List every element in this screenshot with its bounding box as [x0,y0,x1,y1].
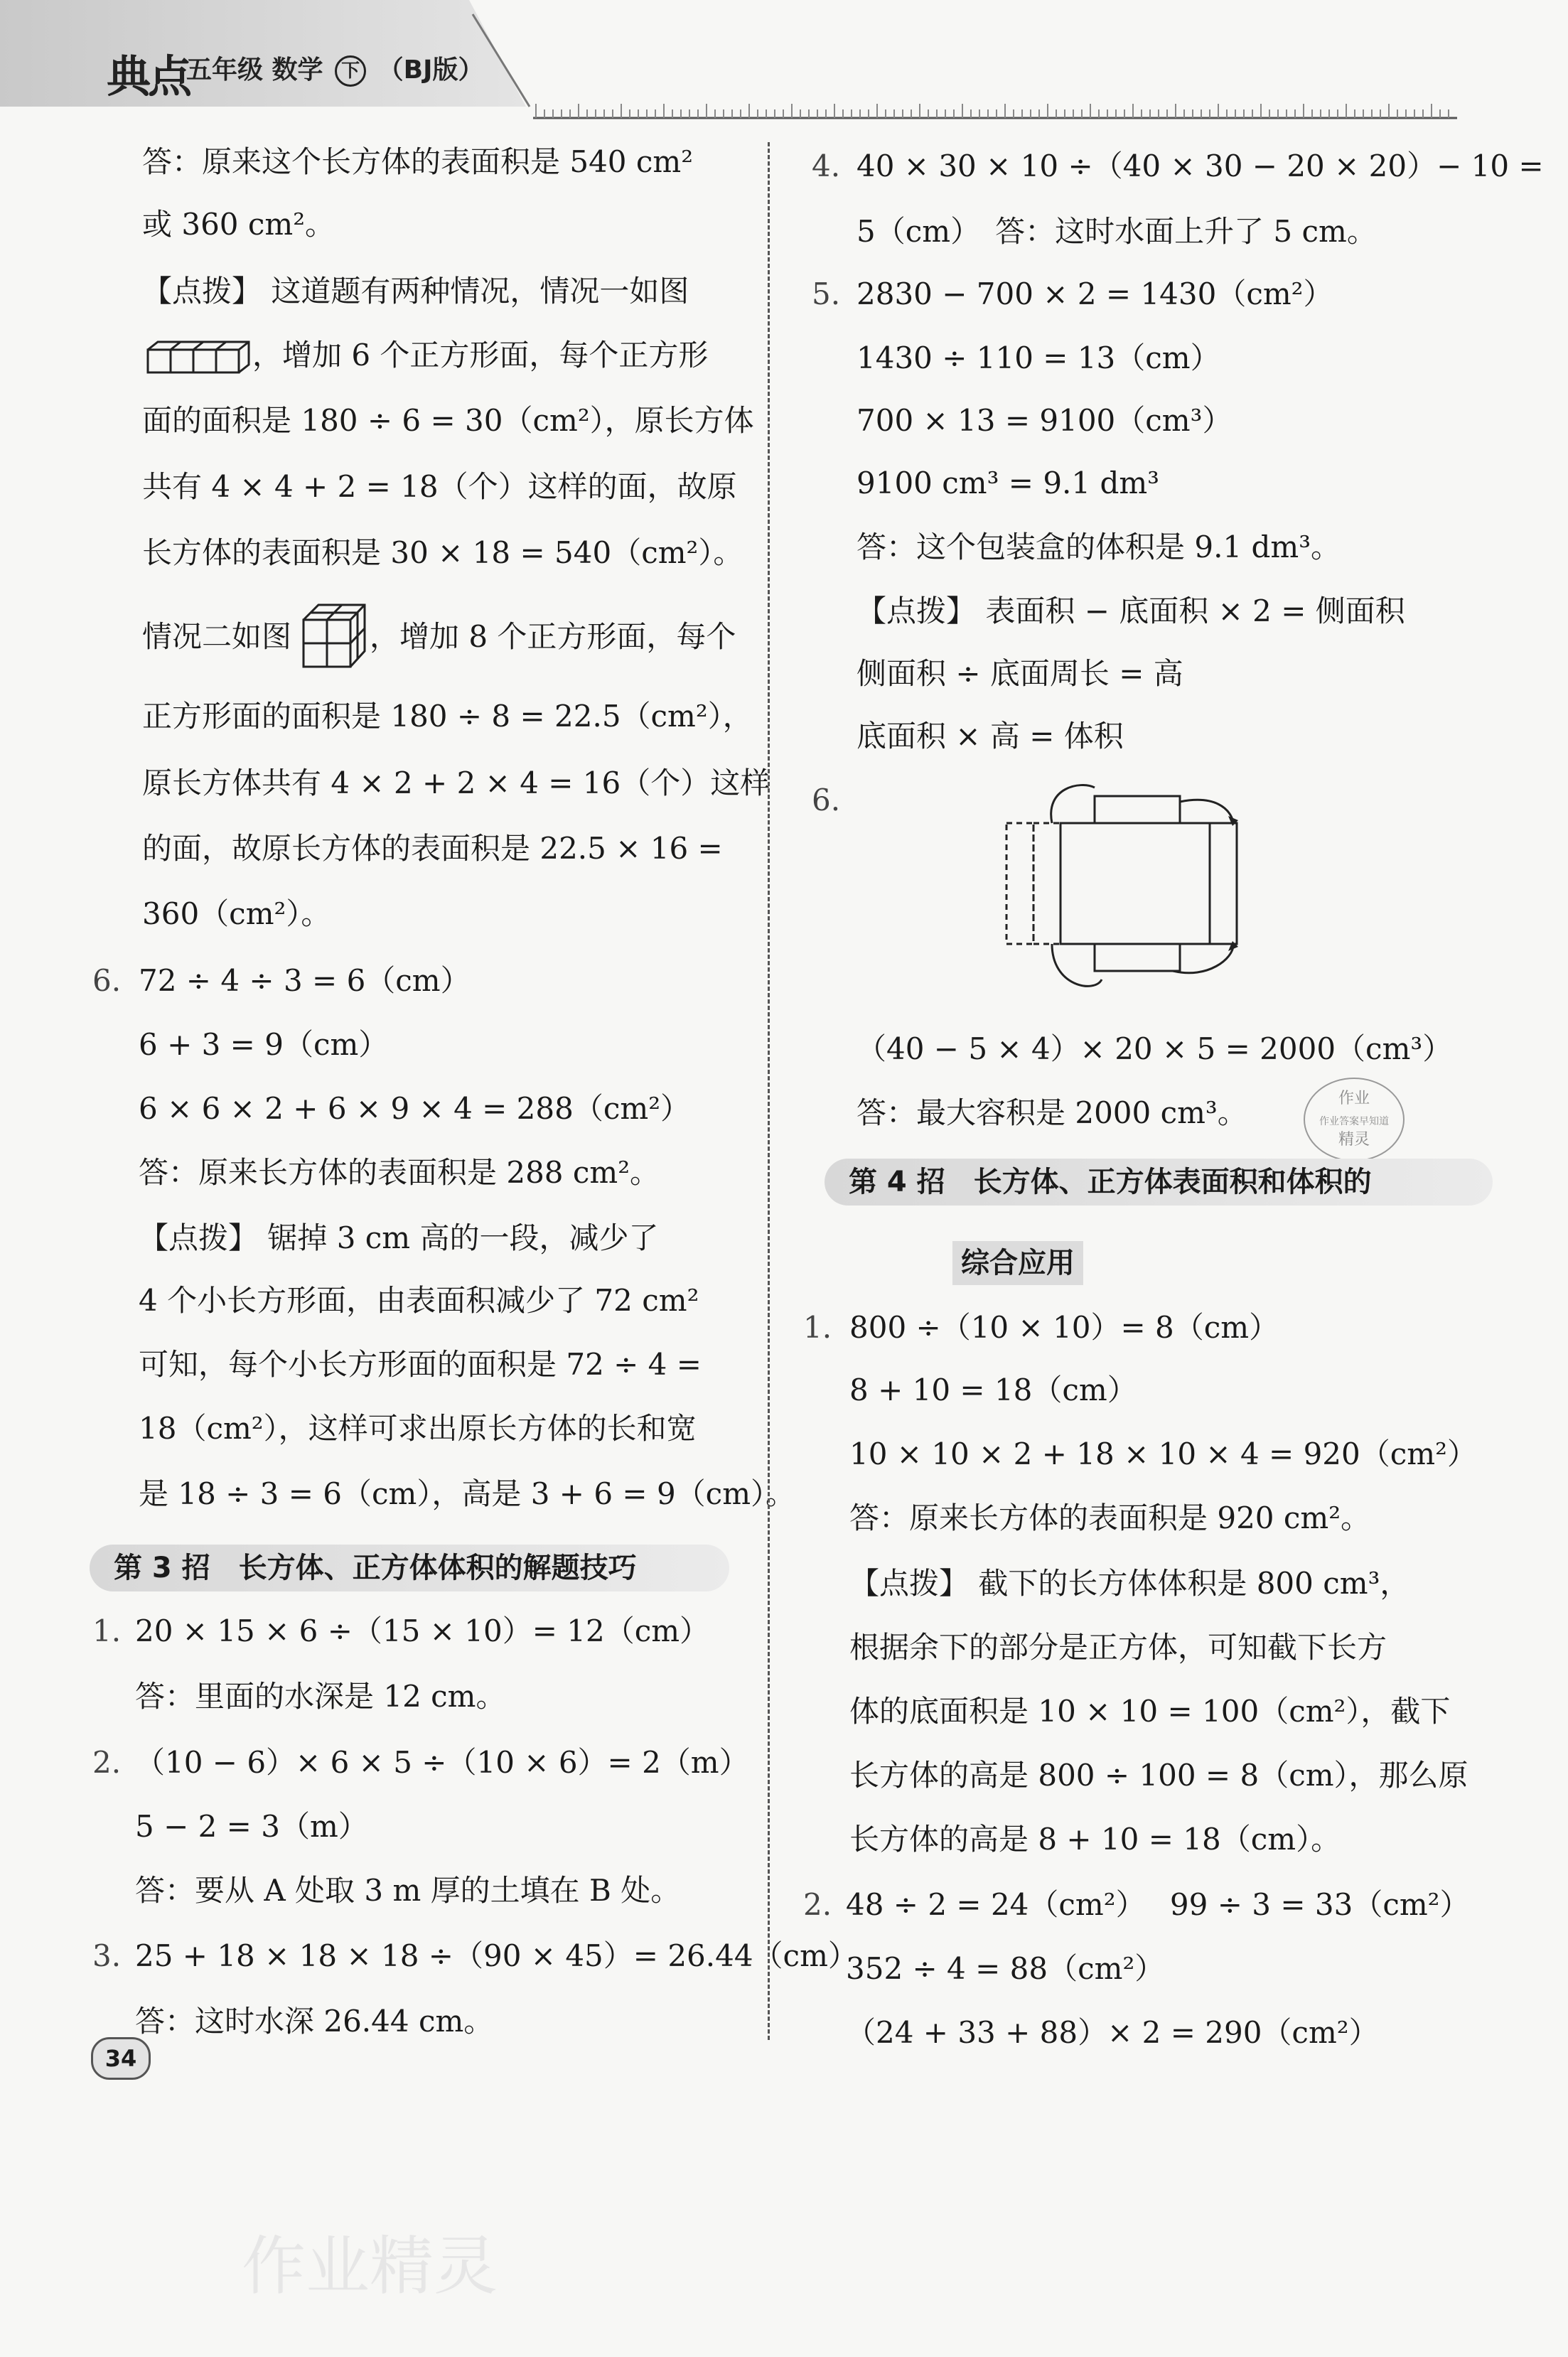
text-line: 700 × 13 = 9100（cm³） [857,403,1233,438]
stamp-middle: 作业答案早知道 [1319,1116,1389,1127]
section-title-4: 第 4 招 长方体、正方体表面积和体积的 [825,1159,1493,1206]
text-line: 长方体的高是 8 + 10 = 18（cm）。 [849,1822,1341,1857]
text-line: 5（cm） 答：这时水面上升了 5 cm。 [857,214,1377,249]
text-line: 答：原来长方体的表面积是 288 cm²。 [139,1155,660,1190]
cuboid-figure-2 [301,603,367,668]
text-line: （24 + 33 + 88）× 2 = 290（cm²） [846,2015,1379,2050]
hint-line: 【点拨】 锯掉 3 cm 高的一段，减少了 [139,1220,659,1255]
text-line: ，增加 6 个正方形面，每个正方形 [252,338,709,372]
text-line: 底面积 × 高 = 体积 [857,719,1124,753]
text-line: 共有 4 × 4 + 2 = 18（个）这样的面，故原 [142,469,737,504]
text-line: 长方体的高是 800 ÷ 100 = 8（cm），那么原 [849,1758,1468,1793]
text-line: 2830 − 700 × 2 = 1430（cm²） [857,276,1333,311]
term-badge: 下 [335,55,366,87]
watermark-text: 作业精灵 [242,2229,498,2304]
text-line: 可知，每个小长方形面的面积是 72 ÷ 4 = [139,1347,702,1382]
stamp-top: 作业 [1338,1090,1370,1107]
text-line: 48 ÷ 2 = 24（cm²） 99 ÷ 3 = 33（cm²） [846,1887,1470,1922]
brand-logo: 典点 [107,50,190,102]
text-line: 18（cm²），这样可求出原长方体的长和宽 [139,1411,697,1446]
hint-line: 【点拨】 截下的长方体体积是 800 cm³， [849,1566,1410,1601]
question-number: 2. [803,1887,832,1922]
text-line: 4 个小长方形面，由表面积减少了 72 cm² [139,1283,699,1318]
text-line: （40 − 5 × 4）× 20 × 5 = 2000（cm³） [857,1031,1453,1066]
text-line: 72 ÷ 4 ÷ 3 = 6（cm） [139,963,471,998]
text-line: 1430 ÷ 110 = 13（cm） [857,340,1220,375]
section-title-3: 第 3 招 长方体、正方体体积的解题技巧 [90,1545,729,1591]
text-line: 的面，故原长方体的表面积是 22.5 × 16 = [142,831,723,866]
text-line: 答：原来长方体的表面积是 920 cm²。 [849,1500,1371,1535]
question-number: 4. [812,149,841,183]
page-number: 34 [91,2037,151,2080]
text-line: 9100 cm³ = 9.1 dm³ [857,466,1160,500]
stamp-bottom: 精灵 [1338,1131,1370,1149]
text-line: 6 + 3 = 9（cm） [139,1027,389,1062]
question-number: 6. [92,963,122,998]
text-line: 800 ÷（10 × 10）= 8（cm） [849,1310,1279,1345]
text-line: 20 × 15 × 6 ÷（15 × 10）= 12（cm） [135,1614,710,1648]
question-number: 5. [812,276,841,311]
text-line: 答：要从 A 处取 3 m 厚的土填在 B 处。 [135,1873,681,1908]
text-line: 5 − 2 = 3（m） [135,1809,368,1844]
text-line: 答：这个包装盒的体积是 9.1 dm³。 [857,530,1341,564]
text-line: 或 360 cm²。 [142,207,335,242]
text-line: 正方形面的面积是 180 ÷ 8 = 22.5（cm²）， [142,699,753,734]
text-line: 答：原来这个长方体的表面积是 540 cm² [142,144,694,179]
text-line: 360（cm²）。 [142,896,331,931]
hint-line: 【点拨】 表面积 − 底面积 × 2 = 侧面积 [857,594,1405,628]
text-line: 原长方体共有 4 × 2 + 2 × 4 = 16（个）这样 [142,766,770,800]
section-title-4-cont: 综合应用 [952,1241,1083,1285]
header-title [186,50,483,87]
text-line: 长方体的表面积是 30 × 18 = 540（cm²）。 [142,535,743,570]
edition-label: （BJ版） [377,55,484,85]
text-line: 答：这时水深 26.44 cm。 [135,2004,494,2039]
text-line: 根据余下的部分是正方体，可知截下长方 [849,1630,1387,1665]
question-number: 2. [92,1745,122,1780]
text-line: （10 − 6）× 6 × 5 ÷（10 × 6）= 2（m） [135,1745,749,1780]
header-ruler [533,100,1457,119]
text-line: 面的面积是 180 ÷ 6 = 30（cm²），原长方体 [142,403,754,438]
text-line: 10 × 10 × 2 + 18 × 10 × 4 = 920（cm²） [849,1437,1477,1471]
text-line: 侧面积 ÷ 底面周长 = 高 [857,656,1183,691]
text-line: 情况二如图 [142,619,292,654]
question-number: 6. [812,783,841,817]
text-line: 答：里面的水深是 12 cm。 [135,1679,506,1714]
text-line: 6 × 6 × 2 + 6 × 9 × 4 = 288（cm²） [139,1091,691,1126]
cuboid-figure-1 [146,340,252,375]
box-net-diagram [1002,780,1279,994]
text-line: 40 × 30 × 10 ÷（40 × 30 − 20 × 20）− 10 = [857,149,1544,183]
text-line: 352 ÷ 4 = 88（cm²） [846,1951,1165,1986]
text-line: 体的底面积是 10 × 10 = 100（cm²），截下 [849,1694,1451,1729]
text-line: 答：最大容积是 2000 cm³。 [857,1095,1247,1130]
question-number: 3. [92,1938,122,1973]
grade-subject: 五年级 数学 [186,55,323,85]
text-line: 25 + 18 × 18 × 18 ÷（90 × 45）= 26.44（cm） [135,1938,858,1973]
question-number: 1. [92,1614,122,1648]
column-divider [768,142,770,2040]
watermark-stamp [1301,1073,1407,1166]
text-line: ，增加 8 个正方形面，每个 [370,619,736,654]
text-line: 是 18 ÷ 3 = 6（cm），高是 3 + 6 = 9（cm）。 [139,1476,796,1511]
question-number: 1. [803,1310,832,1345]
text-line: 8 + 10 = 18（cm） [849,1373,1137,1407]
hint-line: 【点拨】 这道题有两种情况，情况一如图 [142,274,689,308]
